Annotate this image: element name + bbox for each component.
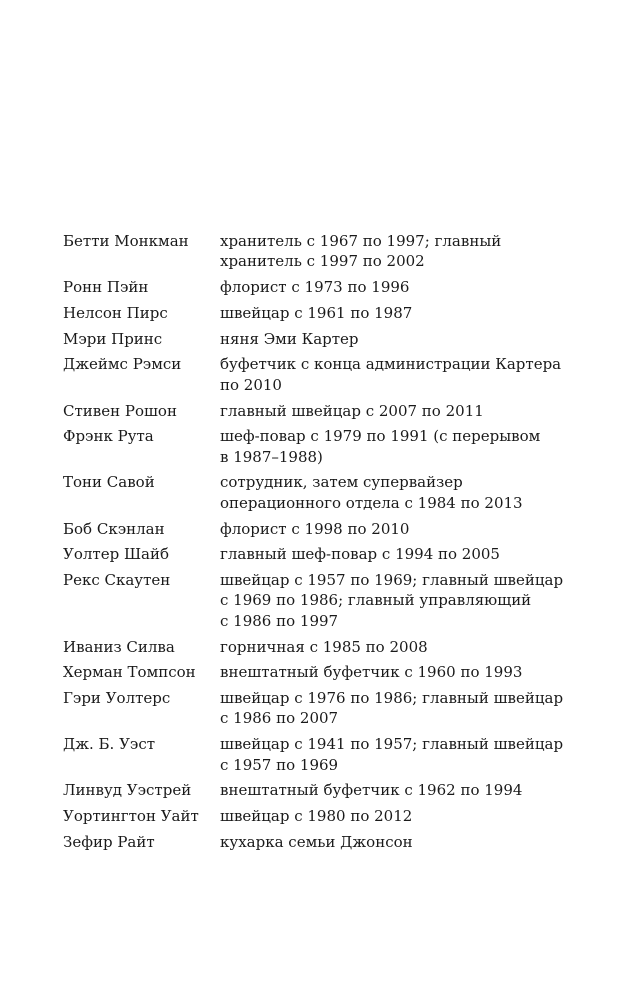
staff-role-line: в 1987–1988)	[220, 447, 323, 466]
staff-role-line: шеф-повар с 1979 по 1991 (с перерывом	[220, 427, 541, 446]
staff-name: Бетти Монкман	[63, 232, 189, 250]
staff-entry	[63, 688, 563, 729]
staff-name: Ронн Пэйн	[63, 278, 149, 297]
staff-name: Херман Томпсон	[63, 663, 196, 682]
staff-name: Иваниз Силва	[63, 637, 175, 656]
staff-role-line: швейцар с 1980 по 2012	[220, 807, 413, 826]
staff-entry	[63, 570, 563, 631]
staff-role-line: флорист с 1998 по 2010	[220, 519, 410, 538]
staff-name: Линвуд Уэстрей	[63, 781, 192, 800]
staff-role	[220, 637, 563, 657]
staff-role-line: хранитель с 1997 по 2002	[220, 252, 425, 271]
staff-role	[220, 277, 563, 297]
staff-entry	[63, 329, 563, 349]
staff-entry	[63, 519, 563, 539]
staff-name: Нелсон Пирс	[63, 303, 168, 322]
staff-name: Рекс Скаутен	[63, 571, 171, 590]
staff-entry	[63, 832, 563, 852]
staff-role	[220, 734, 563, 775]
staff-name: Уолтер Шайб	[63, 545, 170, 564]
staff-role	[220, 832, 563, 852]
staff-role-line: швейцар с 1961 по 1987	[220, 303, 413, 322]
staff-role-line: с 1969 по 1986; главный управляющий	[220, 591, 532, 610]
staff-role-line: сотрудник, затем супервайзер	[220, 473, 463, 492]
staff-role	[220, 780, 563, 800]
staff-entry	[63, 401, 563, 421]
staff-role-line: флорист с 1973 по 1996	[220, 278, 410, 297]
staff-entry	[63, 426, 563, 467]
staff-role	[220, 303, 563, 323]
staff-role	[220, 544, 563, 564]
staff-name: Уортингтон Уайт	[63, 807, 199, 826]
staff-role-line: главный шеф-повар с 1994 по 2005	[220, 545, 500, 564]
staff-entry	[63, 303, 563, 323]
staff-role-line: кухарка семьи Джонсон	[220, 832, 413, 851]
staff-role-line: с 1957 по 1969	[220, 755, 339, 774]
staff-role-line: хранитель с 1967 по 1997; главный	[220, 232, 502, 250]
staff-name: Мэри Принс	[63, 329, 163, 348]
staff-entry	[63, 780, 563, 800]
staff-role	[220, 354, 563, 395]
staff-role	[220, 472, 563, 513]
staff-name: Зефир Райт	[63, 832, 155, 851]
staff-entry	[63, 662, 563, 682]
staff-role	[220, 688, 563, 729]
staff-role-line: по 2010	[220, 375, 282, 394]
staff-entry	[63, 354, 563, 395]
staff-role	[220, 806, 563, 826]
staff-name: Стивен Рошон	[63, 401, 177, 420]
staff-list	[63, 231, 563, 858]
staff-role	[220, 401, 563, 421]
staff-entry	[63, 806, 563, 826]
staff-role	[220, 519, 563, 539]
staff-name: Тони Савой	[63, 473, 155, 492]
staff-role	[220, 231, 563, 272]
staff-entry	[63, 637, 563, 657]
staff-role	[220, 570, 563, 631]
staff-role-line: швейцар с 1957 по 1969; главный швейцар	[220, 571, 564, 590]
staff-name: Фрэнк Рута	[63, 427, 154, 446]
staff-entry	[63, 544, 563, 564]
staff-role-line: с 1986 по 1997	[220, 611, 339, 630]
staff-name: Боб Скэнлан	[63, 519, 165, 538]
staff-role-line: внештатный буфетчик с 1962 по 1994	[220, 781, 523, 800]
staff-role-line: швейцар с 1976 по 1986; главный швейцар	[220, 689, 564, 708]
staff-role-line: буфетчик с конца администрации Картера	[220, 355, 562, 374]
staff-entry	[63, 734, 563, 775]
staff-entry	[63, 472, 563, 513]
staff-role-line: швейцар с 1941 по 1957; главный швейцар	[220, 735, 564, 754]
staff-role	[220, 426, 563, 467]
staff-role-line: внештатный буфетчик с 1960 по 1993	[220, 663, 523, 682]
staff-name: Джеймс Рэмси	[63, 355, 182, 374]
staff-entry	[63, 277, 563, 297]
staff-name: Дж. Б. Уэст	[63, 735, 156, 754]
staff-role	[220, 329, 563, 349]
staff-name: Гэри Уолтерс	[63, 689, 171, 708]
staff-role	[220, 662, 563, 682]
staff-role-line: горничная с 1985 по 2008	[220, 637, 428, 656]
staff-role-line: главный швейцар с 2007 по 2011	[220, 401, 484, 420]
staff-role-line: с 1986 по 2007	[220, 709, 339, 728]
staff-role-line: няня Эми Картер	[220, 329, 359, 348]
staff-role-line: операционного отдела с 1984 по 2013	[220, 493, 523, 512]
staff-entry	[63, 231, 563, 272]
